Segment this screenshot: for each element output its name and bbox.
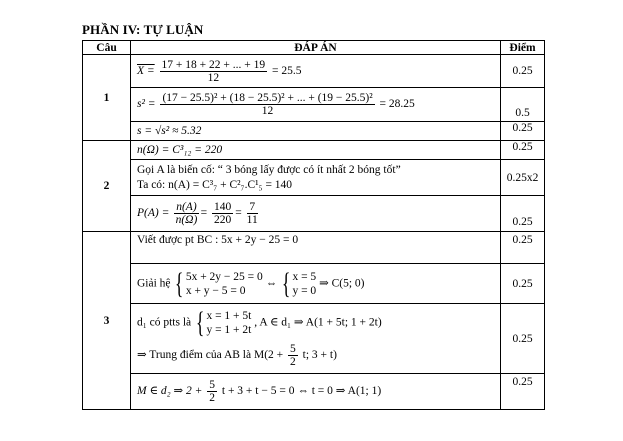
std-formula: s = √s² ≈ 5.32 xyxy=(131,122,501,141)
equation: 5x + 2y − 25 = 0 xyxy=(185,270,263,283)
fraction-denominator: 11 xyxy=(246,214,258,226)
brace-icon: { xyxy=(175,266,184,300)
fraction-numerator: n(A) xyxy=(176,201,197,213)
system-solution: Giải hệ { 5x + 2y − 25 = 0 x + y − 5 = 0 ⇔ { x = 5 y = 0 ⇒ C(5; 0) xyxy=(131,264,501,304)
table-row xyxy=(83,196,545,232)
answer-table xyxy=(82,40,545,410)
score-cell: 0.25 xyxy=(501,264,545,304)
score-cell: 0.25 xyxy=(501,122,545,141)
section-title: PHẦN IV: TỰ LUẬN xyxy=(82,22,204,37)
param-tail: , A ∈ d₁ ⇒ A(1 + 5t; 1 + 2t) xyxy=(254,316,382,329)
brace-icon: { xyxy=(195,306,205,339)
param-equations xyxy=(206,309,251,337)
fraction-denominator: n(Ω) xyxy=(175,214,198,226)
probability-formula: P(A) = $\frac{n(A)}{n(\Omega)}$ = $\frac{140}{220}$ = $\frac{7}{11}$ xyxy=(131,196,501,232)
mean-result: = 25.5 xyxy=(272,64,302,77)
question-number: 3 xyxy=(83,232,131,410)
table-row xyxy=(83,141,545,160)
score-cell: 0.25 xyxy=(501,55,545,88)
param-system xyxy=(194,306,252,339)
variance-lhs: s² = xyxy=(137,98,156,111)
score-cell: 0.25 xyxy=(501,141,545,160)
variance-result: = 28.25 xyxy=(379,98,415,111)
parametric-equations xyxy=(131,304,501,374)
line-bc: Viết được pt BC : 5x + 2y − 25 = 0 xyxy=(131,232,501,264)
solve-prefix: Giải hệ xyxy=(137,277,171,290)
fraction-numerator: 7 xyxy=(247,201,258,214)
fraction-numerator: 5 xyxy=(290,343,296,355)
equation: y = 1 + 2t xyxy=(206,324,252,336)
final-fraction xyxy=(207,379,217,404)
mean-lhs: X = xyxy=(137,64,155,77)
table-row xyxy=(83,122,545,141)
header-question: Câu xyxy=(83,41,131,55)
fraction-numerator: 140 xyxy=(214,201,232,213)
table-row xyxy=(83,304,545,374)
prob-lhs: P(A) = xyxy=(137,207,170,220)
score-cell: 0.25x2 xyxy=(501,160,545,196)
system-right xyxy=(280,266,317,300)
equation: x = 5 xyxy=(292,270,317,283)
event-line: Gọi A là biến cố: “ 3 bóng lấy được có ít nhất 2 bóng tốt” xyxy=(137,163,401,176)
header-answer: ĐÁP ÁN xyxy=(131,41,501,55)
equation: x + y − 5 = 0 xyxy=(185,284,246,297)
midpoint-tail: t; 3 + t) xyxy=(302,349,337,362)
fraction-denominator: 220 xyxy=(214,214,232,226)
variance-fraction xyxy=(160,92,374,117)
midpoint-line xyxy=(137,343,500,368)
score-cell: 0.25 xyxy=(501,304,545,374)
score-cell: 0.5 xyxy=(501,88,545,122)
question-number: 2 xyxy=(83,141,131,232)
fraction-denominator: 2 xyxy=(290,356,296,368)
system-result xyxy=(292,270,316,298)
variance-denominator: 12 xyxy=(261,105,274,117)
mean-denominator: 12 xyxy=(207,71,220,84)
table-row xyxy=(83,55,545,88)
fraction-numerator: 5 xyxy=(209,379,215,391)
variance-formula xyxy=(131,88,501,122)
system-left xyxy=(173,266,263,300)
event-count: Ta có: n(A) = C³₇ + C²₇.C¹₅ = 140 xyxy=(137,178,293,191)
prob-fraction xyxy=(247,201,258,226)
score-cell: 0.25 xyxy=(501,196,545,232)
prob-fraction xyxy=(174,201,198,226)
table-row xyxy=(83,264,545,304)
mean-numerator: 17 + 18 + 22 + ... + 19 xyxy=(161,58,266,71)
variance-numerator: (17 − 25.5)² + (18 − 25.5)² + ... + (19 − 25.5)² xyxy=(162,92,373,104)
score-cell: 0.25 xyxy=(501,374,545,410)
midpoint-fraction xyxy=(288,343,298,368)
event-description xyxy=(131,160,501,196)
table-row xyxy=(83,232,545,264)
midpoint-prefix: ⇒ Trung điểm của AB là M(2 + xyxy=(137,349,284,362)
final-prefix: M ∈ d₂ ⇒ 2 + xyxy=(137,385,203,398)
final-answer xyxy=(131,374,501,410)
fraction-denominator: 2 xyxy=(209,392,215,404)
final-tail: t + 3 + t − 5 = 0 ⇔ t = 0 ⇒ A(1; 1) xyxy=(221,385,382,398)
question-number: 1 xyxy=(83,55,131,141)
mean-fraction xyxy=(160,59,268,84)
equation: x = 1 + 5t xyxy=(206,310,252,322)
prob-fraction xyxy=(212,201,233,226)
score-cell: 0.25 xyxy=(501,232,545,264)
system-equations xyxy=(186,270,263,298)
header-score: Điểm xyxy=(501,41,545,55)
header-row xyxy=(83,41,545,55)
param-line xyxy=(137,306,500,339)
solve-conclusion: ⇒ C(5; 0) xyxy=(319,277,365,290)
table-row xyxy=(83,88,545,122)
param-prefix: d₁ có ptts là xyxy=(137,316,192,329)
table-row xyxy=(83,160,545,196)
omega-formula: n(Ω) = C³₁₂ = 220 xyxy=(131,141,501,160)
table-row xyxy=(83,374,545,410)
mean-formula xyxy=(131,55,501,88)
equation: y = 0 xyxy=(292,284,317,297)
brace-icon: { xyxy=(281,266,291,300)
